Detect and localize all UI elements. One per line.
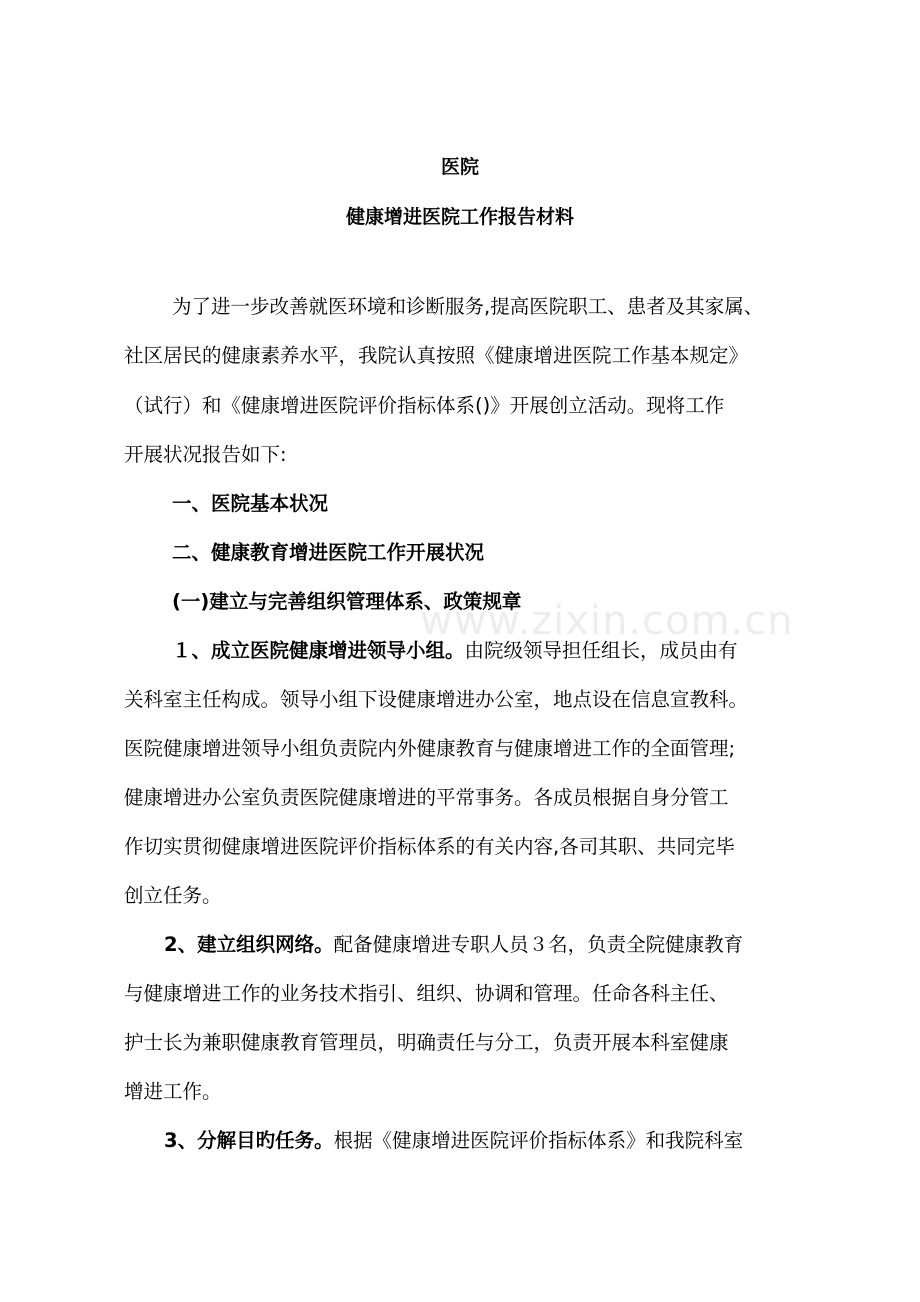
item1-line-2: 关科室主任构成。领导小组下设健康增进办公室，地点设在信息宣教科。 xyxy=(124,688,749,711)
intro-line-1: 为了进一步改善就医环境和诊断服务,提高医院职工、患者及其家属、 xyxy=(172,295,764,318)
watermark: www.zixin.com.cn xyxy=(420,598,794,644)
item3-lead: 3、分解目旳任务。 xyxy=(164,1129,334,1152)
item2-first-rest: 配备健康增进专职人员３名，负责全院健康教育 xyxy=(333,933,744,956)
intro-line-3: （试行）和《健康增进医院评价指标体系()》开展创立活动。现将工作 xyxy=(124,394,725,417)
item2-lead: 2、建立组织网络。 xyxy=(164,933,334,956)
item1-line-3: 医院健康增进领导小组负责院内外健康教育与健康增进工作的全面管理; xyxy=(124,737,736,760)
intro-line-4: 开展状况报告如下: xyxy=(124,443,287,466)
item2-line-4: 增进工作。 xyxy=(124,1080,222,1103)
section-heading-work-status: 二、健康教育增进医院工作开展状况 xyxy=(172,541,485,564)
intro-line-2: 社区居民的健康素养水平，我院认真按照《健康增进医院工作基本规定》 xyxy=(124,344,749,367)
item1-first-rest: 由院级领导担任组长，成员由有 xyxy=(464,639,738,662)
item3-first-rest: 根据《健康增进医院评价指标体系》和我院科室 xyxy=(333,1129,744,1152)
item1-line-5: 作切实贯彻健康增进医院评价指标体系的有关内容,各司其职、共同完毕 xyxy=(124,835,735,858)
item1-lead: １、成立医院健康增进领导小组。 xyxy=(172,639,465,662)
item1-line-4: 健康增进办公室负责医院健康增进的平常事务。各成员根据自身分管工 xyxy=(124,786,729,809)
item3-first-line xyxy=(164,1127,743,1155)
item2-line-2: 与健康增进工作的业务技术指引、组织、协调和管理。任命各科主任、 xyxy=(124,982,729,1005)
item2-line-3: 护士长为兼职健康教育管理员，明确责任与分工，负责开展本科室健康 xyxy=(124,1031,729,1054)
section-heading-basic-status: 一、医院基本状况 xyxy=(172,492,329,515)
document-title-main: 健康增进医院工作报告材料 xyxy=(345,206,574,228)
subsection-heading-organization: (一)建立与完善组织管理体系、政策规章 xyxy=(172,590,522,613)
document-title-hospital: 医院 xyxy=(440,156,479,178)
item1-line-6: 创立任务。 xyxy=(124,884,222,907)
item2-first-line xyxy=(164,931,743,959)
